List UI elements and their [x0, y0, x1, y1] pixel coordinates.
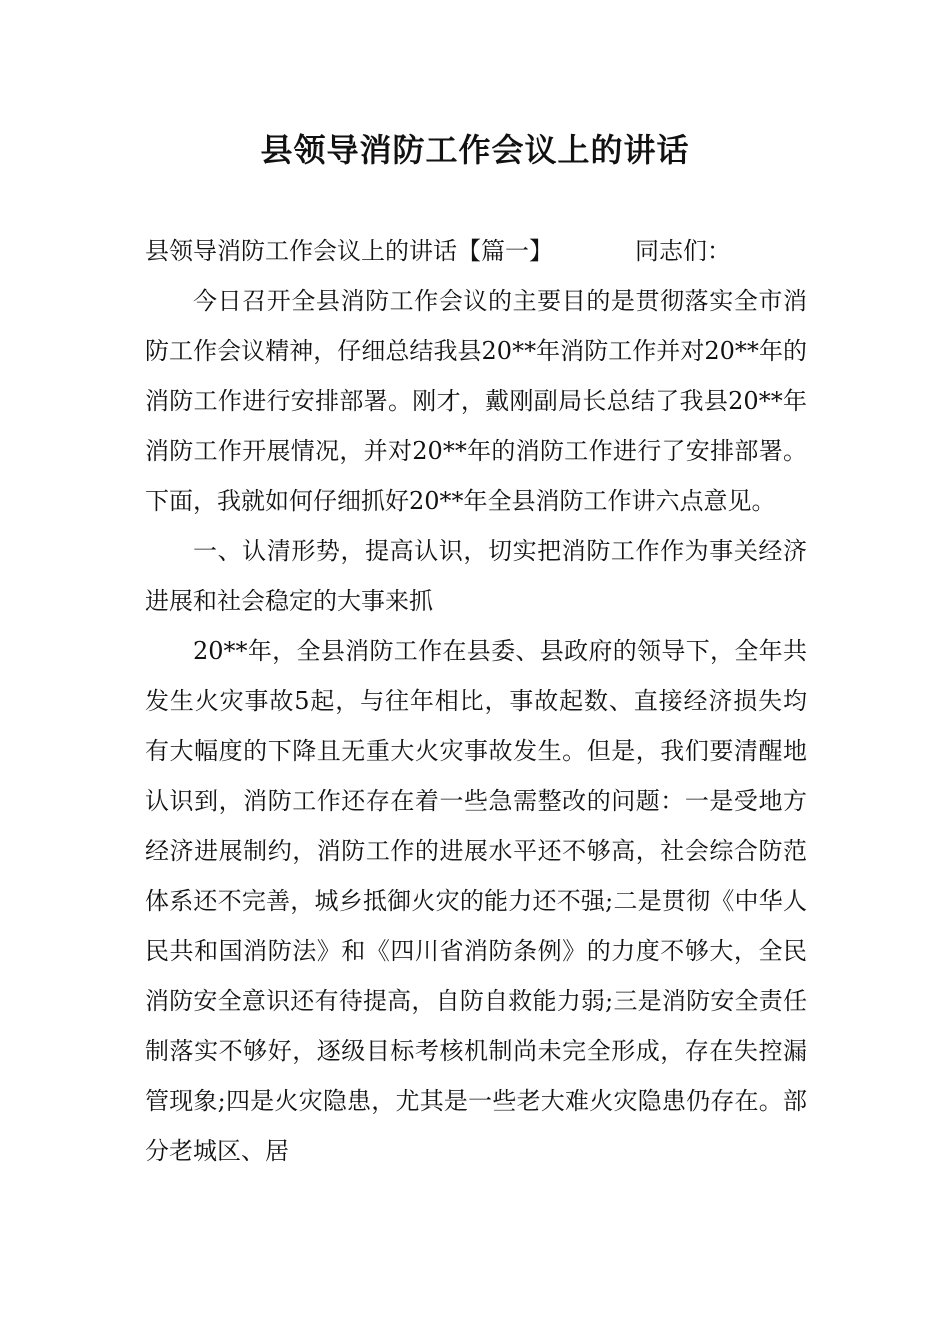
greeting: 同志们： [635, 237, 731, 265]
document-body [145, 226, 807, 1176]
section-heading: 县领导消防工作会议上的讲话【篇一】 [145, 237, 553, 265]
paragraph-section-one-body: 20**年，全县消防工作在县委、县政府的领导下，全年共发生火灾事故5起，与往年相比，事故起数、直接经济损失均有大幅度的下降且无重大火灾事故发生。但是，我们要清醒地认识到，消防工作还存在着一些急需整改的问题：一是受地方经济进展制约，消防工作的进展水平还不够高，社会综合防范体系还不完善，城乡抵御火灾的能力还不强;二是贯彻《中华人民共和国消防法》和《四川省消防条例》的力度不够大，全民消防安全意识还有待提高，自防自救能力弱;三是消防安全责任制落实不够好，逐级目标考核机制尚未完全形成，存在失控漏管现象;四是火灾隐患，尤其是一些老大难火灾隐患仍存在。部分老城区、居 [145, 637, 807, 1165]
paragraph-intro: 今日召开全县消防工作会议的主要目的是贯彻落实全市消防工作会议精神，仔细总结我县20**年消防工作并对20**年的消防工作进行安排部署。刚才，戴刚副局长总结了我县20**年消防工作开展情况，并对20**年的消防工作进行了安排部署。下面，我就如何仔细抓好20**年全县消防工作讲六点意见。 [145, 287, 807, 515]
document-title: 县领导消防工作会议上的讲话 [260, 131, 690, 169]
heading-line [145, 226, 807, 276]
paragraph-section-one-heading: 一、认清形势，提高认识，切实把消防工作作为事关经济进展和社会稳定的大事来抓 [145, 537, 807, 615]
